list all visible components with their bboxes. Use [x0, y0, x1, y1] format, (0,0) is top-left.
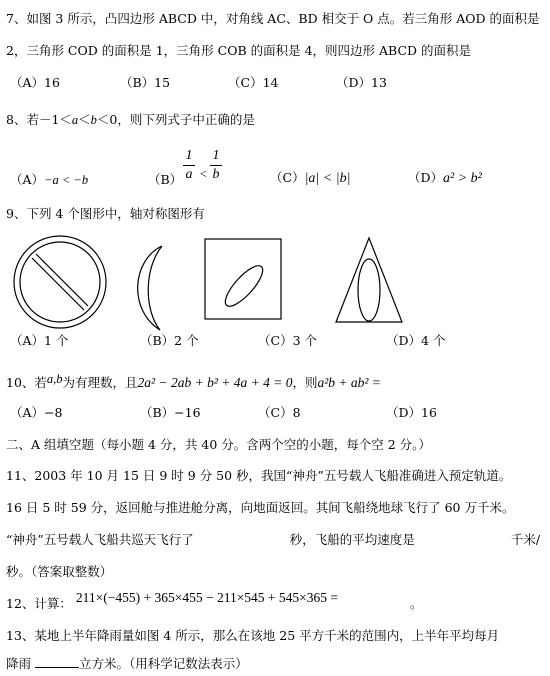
q10-option-a: （A）−8: [10, 405, 63, 420]
q8-option-c: [270, 170, 350, 187]
q13-line2: [6, 656, 248, 672]
q7-line1: 7、如图 3 所示，凸四边形 ABCD 中，对角线 AC、BD 相交于 O 点。若三角形 AOD 的面积是: [6, 11, 540, 26]
q9-stem: 9、下列 4 个图形中，轴对称图形有: [6, 206, 205, 221]
q12-expression: 211×(−455) + 365×455 − 211×545 + 545×365 =: [75, 590, 339, 605]
q10-vars: a,b: [46, 372, 63, 386]
q8-option-d-label: （D）: [408, 170, 444, 185]
q12-prefix: 12、计算：: [6, 596, 72, 611]
q9-figure-crescent: [122, 240, 182, 340]
q10-option-d: （D）16: [386, 405, 437, 420]
q11-line2: 16 日 5 时 59 分，返回舱与推进舱分离，向地面返回。其间飞船绕地球飞行了 60 万千米。: [6, 500, 515, 515]
q8-stem-prefix: 8、若－1＜: [6, 112, 72, 127]
q9-figure-triangle-ellipse: [334, 236, 404, 326]
q8-frac1-den: a: [185, 167, 193, 182]
q9-figure-circle-slash: [10, 232, 110, 332]
q8-option-b-lt: <: [199, 167, 208, 181]
q11-line4: 秒。（答案取整数）: [6, 564, 113, 579]
q10-stem: [6, 371, 381, 391]
q11-line3: [6, 532, 540, 548]
q8-option-a: [10, 172, 88, 188]
q8-var-a: a: [71, 113, 79, 127]
q8-stem-suffix: ＜0，则下列式子中正确的是: [96, 112, 255, 127]
q8-var-b: b: [90, 113, 97, 127]
q11-line3-part3: 千米/: [510, 532, 541, 547]
q9-option-a: （A）1 个: [10, 333, 69, 348]
q13-blank[interactable]: [35, 667, 79, 668]
q7-line2: 2，三角形 COD 的面积是 1，三角形 COB 的面积是 4，则四边形 ABCD 的面积是: [6, 43, 472, 58]
q8-option-b-label: （B）: [148, 172, 183, 187]
q8-frac1-num: 1: [185, 148, 193, 163]
q9-option-b: （B）2 个: [140, 333, 199, 348]
q13-line2-part1: 降雨: [6, 656, 32, 671]
q7-option-b: （B）15: [120, 75, 171, 90]
q8-option-b-frac1: [183, 148, 195, 183]
q7-option-a: （A）16: [10, 75, 60, 90]
q9-option-d: （D）4 个: [386, 333, 446, 348]
q13-line2-part2: 立方米。（用科学记数法表示）: [79, 656, 248, 671]
q8-option-d: [408, 170, 482, 187]
q7-option-d: （D）13: [336, 75, 387, 90]
q11-line3-part1: “神舟”五号载人飞船共巡天飞行了: [6, 532, 194, 547]
q10-then: ，则: [292, 375, 318, 390]
q8-frac2-num: 1: [212, 148, 220, 163]
section2-heading: 二、A 组填空题（每小题 4 分，共 40 分。含两个空的小题，每个空 2 分。）: [6, 437, 431, 452]
q8-option-a-expr: −a < −b: [44, 173, 89, 187]
q10-equation: 2a² − 2ab + b² + 4a + 4 = 0: [137, 375, 293, 390]
q13-line1: 13、某地上半年降雨量如图 4 所示，那么在该地 25 平方千米的范围内，上半年平均每月: [6, 628, 500, 643]
q8-option-a-label: （A）: [10, 172, 45, 187]
q11-line3-part2: 秒，飞船的平均速度是: [289, 532, 415, 547]
q9-figure-square-ellipse: [204, 238, 284, 324]
q11-line1: 11、2003 年 10 月 15 日 9 时 9 分 50 秒，我国“神舟”五号载人飞船准确进入预定轨道。: [6, 468, 512, 483]
q7-option-c: （C）14: [228, 75, 279, 90]
q10-prefix: 10、若: [6, 375, 47, 390]
q8-lt: ＜: [78, 112, 91, 127]
q8-frac2-den: b: [212, 167, 220, 182]
q10-option-c: （C）8: [258, 405, 301, 420]
q8-option-b-frac2: [210, 148, 222, 183]
q10-option-b: （B）−16: [140, 405, 201, 420]
q12-stem: [6, 590, 423, 612]
q12-end: 。: [410, 596, 423, 611]
q8-option-d-expr: a² > b²: [443, 171, 482, 186]
q10-mid: 为有理数，且: [62, 375, 138, 390]
q8-option-c-label: （C）: [270, 170, 305, 185]
q8-stem: [6, 112, 255, 128]
q8-option-c-expr: |a| < |b|: [304, 171, 351, 186]
q9-option-c: （C）3 个: [258, 333, 317, 348]
q10-target: a²b + ab² =: [317, 375, 381, 390]
